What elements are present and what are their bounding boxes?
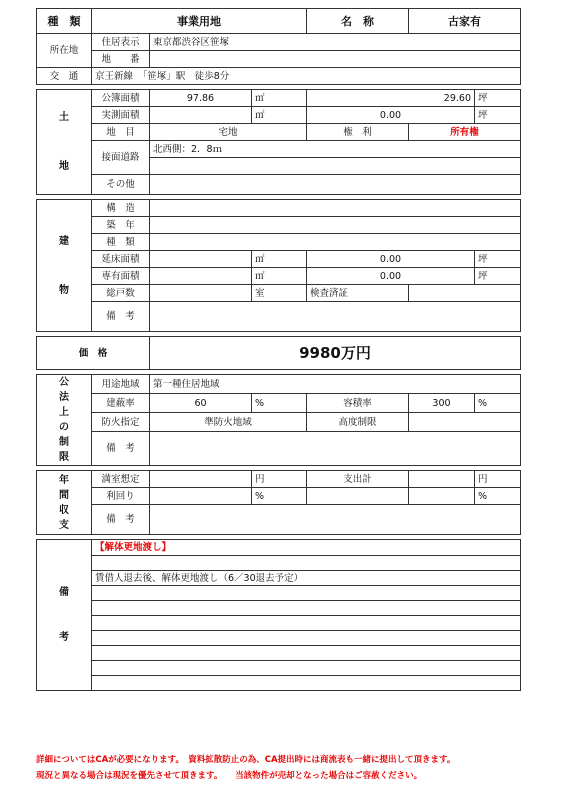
- category-label: 地 目: [92, 124, 150, 141]
- yield-unit-2: %: [475, 488, 521, 505]
- notes-line-blank: [92, 646, 521, 661]
- full-occupancy-unit: 円: [252, 471, 307, 488]
- age-row: [37, 217, 521, 234]
- other-label: その他: [92, 175, 150, 195]
- header-row: [37, 9, 521, 34]
- far-label: 容積率: [307, 394, 409, 413]
- yield-row: [37, 488, 521, 505]
- building-remarks-label: 備 考: [92, 302, 150, 332]
- tsubo-unit: 坪: [475, 90, 521, 107]
- kind-label: 種 類: [92, 234, 150, 251]
- type-label: 種 類: [37, 9, 92, 34]
- tsubo-unit: 坪: [475, 268, 521, 285]
- notes-line-blank: [92, 676, 521, 691]
- notes-headline-row: [37, 540, 521, 556]
- property-table: [36, 8, 521, 691]
- land-other-row: [37, 175, 521, 195]
- registered-tsubo: 29.60: [307, 90, 475, 107]
- sqm-unit: ㎡: [252, 90, 307, 107]
- sqm-unit: ㎡: [252, 251, 307, 268]
- notes-label: 備 考: [37, 540, 92, 691]
- footer-line-2: 現況と異なる場合は現況を優先させて頂きます。 当該物件が売却となった場合はご容赦ください。: [36, 771, 423, 781]
- land-road-row: [37, 141, 521, 158]
- measured-area-label: 実測面積: [92, 107, 150, 124]
- yield-unit: %: [252, 488, 307, 505]
- reg-remarks-row: [37, 432, 521, 466]
- bcr-unit: %: [252, 394, 307, 413]
- bcr-value: 60: [150, 394, 252, 413]
- units-value: [150, 285, 252, 302]
- sqm-unit: ㎡: [252, 268, 307, 285]
- units-label: 総戸数: [92, 285, 150, 302]
- fire-row: [37, 413, 521, 432]
- kind-row: [37, 234, 521, 251]
- income-label: 年 間 収 支: [37, 471, 92, 535]
- tsubo-unit: 坪: [475, 251, 521, 268]
- income-remarks-value: [150, 505, 521, 535]
- type-value: 事業用地: [92, 9, 307, 34]
- price-label: 価 格: [37, 337, 150, 370]
- land-measured-row: [37, 107, 521, 124]
- inspection-value: [409, 285, 521, 302]
- registered-area-label: 公簿面積: [92, 90, 150, 107]
- inspection-label: 検査済証: [307, 285, 409, 302]
- age-value: [150, 217, 521, 234]
- rights-value: 所有権: [409, 124, 521, 141]
- land-category-row: [37, 124, 521, 141]
- floor-area-label: 延床面積: [92, 251, 150, 268]
- far-value: 300: [409, 394, 475, 413]
- income-remarks-row: [37, 505, 521, 535]
- address-row: [37, 34, 521, 51]
- footer-line-1: 詳細についてはCAが必要になります。 資料拡散防止の為、CA提出時には商流表も一緒に提出して頂きます。: [36, 755, 456, 765]
- floor-area-tsubo: 0.00: [307, 251, 475, 268]
- structure-label: 構 造: [92, 200, 150, 217]
- notes-line-row: [37, 571, 521, 586]
- building-remarks-value: [150, 302, 521, 332]
- kind-value: [150, 234, 521, 251]
- footer-notice: [36, 752, 536, 784]
- fire-value: 準防火地域: [150, 413, 307, 432]
- full-occupancy-value: [150, 471, 252, 488]
- road-blank: [150, 158, 521, 175]
- property-sheet: [36, 8, 520, 691]
- exclusive-area-tsubo: 0.00: [307, 268, 475, 285]
- notes-line-blank: [92, 631, 521, 646]
- floor-area-row: [37, 251, 521, 268]
- bcr-label: 建蔽率: [92, 394, 150, 413]
- notes-line-blank: [92, 556, 521, 571]
- notes-line-blank: [92, 601, 521, 616]
- notes-line-blank: [92, 586, 521, 601]
- notes-line-blank: [92, 616, 521, 631]
- notes-line: 賃借人退去後、解体更地渡し（6／30退去予定）: [92, 571, 521, 586]
- rights-label: 権 利: [307, 124, 409, 141]
- location-label: 所在地: [37, 34, 92, 68]
- structure-value: [150, 200, 521, 217]
- yield-blank-b: [409, 488, 475, 505]
- notes-headline: 【解体更地渡し】: [92, 540, 521, 556]
- name-label: 名 称: [307, 9, 409, 34]
- land-label: 土 地: [37, 90, 92, 195]
- structure-row: [37, 200, 521, 217]
- height-label: 高度制限: [307, 413, 409, 432]
- category-value: 宅地: [150, 124, 307, 141]
- exclusive-area-sqm: [150, 268, 252, 285]
- land-registered-row: [37, 90, 521, 107]
- exclusive-area-row: [37, 268, 521, 285]
- address-value: 東京都渋谷区笹塚: [150, 34, 521, 51]
- yield-value: [150, 488, 252, 505]
- transport-label: 交 通: [37, 68, 92, 85]
- building-remarks-row: [37, 302, 521, 332]
- zoning-value: 第一種住居地域: [150, 375, 521, 394]
- far-unit: %: [475, 394, 521, 413]
- zoning-label: 用途地域: [92, 375, 150, 394]
- units-unit: 室: [252, 285, 307, 302]
- expense-label: 支出計: [307, 471, 409, 488]
- age-label: 築 年: [92, 217, 150, 234]
- fire-label: 防火指定: [92, 413, 150, 432]
- notes-line-blank: [92, 661, 521, 676]
- expense-value: [409, 471, 475, 488]
- registered-sqm: 97.86: [150, 90, 252, 107]
- regulations-label: 公 法 上 の 制 限: [37, 375, 92, 466]
- address-label: 住居表示: [92, 34, 150, 51]
- height-value: [409, 413, 521, 432]
- building-label: 建 物: [37, 200, 92, 332]
- full-occupancy-label: 満室想定: [92, 471, 150, 488]
- other-value: [150, 175, 521, 195]
- measured-sqm: [150, 107, 252, 124]
- units-row: [37, 285, 521, 302]
- lot-row: [37, 51, 521, 68]
- name-value: 古家有: [409, 9, 521, 34]
- bcr-row: [37, 394, 521, 413]
- yield-label: 利回り: [92, 488, 150, 505]
- road-value: 北西側：2．8ｍ: [150, 141, 521, 158]
- road-label: 接面道路: [92, 141, 150, 175]
- yield-blank-a: [307, 488, 409, 505]
- lot-value: [150, 51, 521, 68]
- income-remarks-label: 備 考: [92, 505, 150, 535]
- transport-row: [37, 68, 521, 85]
- transport-value: 京王新線 「笹塚」駅 徒歩8分: [92, 68, 521, 85]
- price-value: 9980万円: [150, 337, 521, 370]
- price-row: [37, 337, 521, 370]
- reg-remarks-value: [150, 432, 521, 466]
- exclusive-area-label: 専有面積: [92, 268, 150, 285]
- tsubo-unit: 坪: [475, 107, 521, 124]
- floor-area-sqm: [150, 251, 252, 268]
- lot-label: 地 番: [92, 51, 150, 68]
- zoning-row: [37, 375, 521, 394]
- full-occupancy-row: [37, 471, 521, 488]
- expense-unit: 円: [475, 471, 521, 488]
- sqm-unit: ㎡: [252, 107, 307, 124]
- reg-remarks-label: 備 考: [92, 432, 150, 466]
- measured-tsubo: 0.00: [307, 107, 475, 124]
